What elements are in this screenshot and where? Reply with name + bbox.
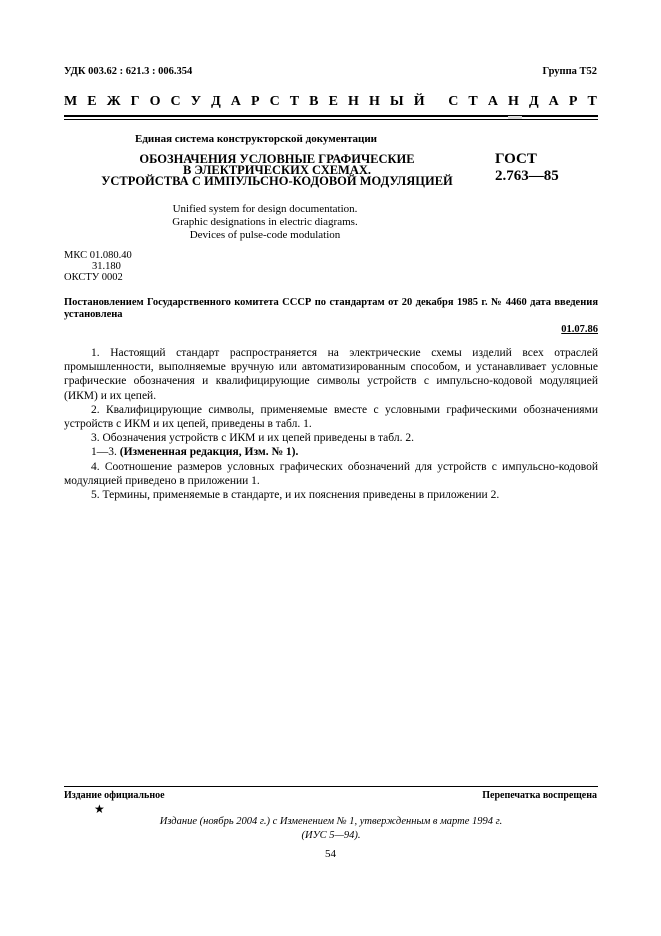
introduction-date: 01.07.86 <box>561 324 598 335</box>
banner-letter: Д <box>211 94 221 109</box>
star-icon: ★ <box>94 802 105 816</box>
edition-line-2: (ИУС 5—94). <box>301 830 361 841</box>
english-title <box>130 203 400 242</box>
gost-number: 2.763—85 <box>495 168 559 184</box>
udk-code: УДК 003.62 : 621.3 : 006.354 <box>64 66 193 77</box>
banner-letter: М <box>64 94 78 109</box>
banner-letter: С <box>269 94 280 109</box>
paragraph-2: 2. Квалифицирующие символы, применяемые вместе с условными графическими обозначениями устройств с ИКМ и их цепей, приведены в табл. 1. <box>64 403 598 431</box>
banner-letter <box>435 94 439 110</box>
footer-rule <box>64 786 598 787</box>
banner-letter: Р <box>568 94 578 109</box>
mks-code-2: 31.180 <box>92 261 121 272</box>
banner-letter: В <box>309 94 319 109</box>
banner-letter: Е <box>328 94 338 109</box>
banner-letter: С <box>448 94 459 109</box>
mks-code-1: МКС 01.080.40 <box>64 250 132 261</box>
paragraph-5: 5. Термины, применяемые в стандарте, и их пояснения приведены в приложении 2. <box>91 489 500 502</box>
english-line-1: Unified system for design documentation. <box>172 203 358 215</box>
official-edition: Издание официальное <box>64 790 165 801</box>
paragraph-3: 3. Обозначения устройств с ИКМ и их цепей приведены в табл. 2. <box>91 432 414 445</box>
english-line-2: Graphic designations in electric diagrams. <box>172 216 358 228</box>
banner-letter: Ж <box>106 94 121 109</box>
standard-title <box>70 154 484 187</box>
okstu-code: ОКСТУ 0002 <box>64 272 123 283</box>
banner-letter: А <box>548 94 559 109</box>
title-line-2: В ЭЛЕКТРИЧЕСКИХ СХЕМАХ. <box>182 163 372 177</box>
reprint-prohibited: Перепечатка воспрещена <box>482 790 597 801</box>
edition-note <box>64 815 598 843</box>
system-name: Единая система конструкторской документации <box>135 133 377 145</box>
amendment-bold: (Измененная редакция, Изм. № 1). <box>119 446 299 459</box>
interstate-standard-banner <box>64 94 597 110</box>
banner-letter: Д <box>528 94 539 109</box>
paragraph-4: 4. Соотношение размеров условных графических обозначений для устройств с импульсно-кодовой модуляцией приведено в приложении 1. <box>64 460 598 487</box>
banner-letter: Н <box>368 94 380 109</box>
banner-letter: Н <box>347 94 359 109</box>
banner-letter: О <box>149 94 161 109</box>
paragraph-1: 1. Настоящий стандарт распространяется на электрические схемы изделий всех отраслей промышленности, выполняемые вручную или автоматизированным способом, и устанавливает условные графические обозначения и квалифицирующие символы устройств с импульсно-кодовой модуляцией (ИКМ) и их цепей. <box>64 347 598 402</box>
group-code: Группа Т52 <box>542 66 597 77</box>
title-line-1: ОБОЗНАЧЕНИЯ УСЛОВНЫЕ ГРАФИЧЕСКИЕ <box>139 152 415 166</box>
gost-designation <box>495 151 559 185</box>
gost-label: ГОСТ <box>495 151 537 167</box>
decree-text: Постановлением Государственного комитета СССР по стандартам от 20 декабря 1985 г. № 4460 дата введения установлена <box>64 297 598 320</box>
banner-letter: Г <box>130 94 140 109</box>
banner-letter: Ы <box>389 94 404 109</box>
banner-letter: Е <box>87 94 97 109</box>
page-number: 54 <box>325 848 336 860</box>
banner-letter: У <box>190 94 201 109</box>
edition-line-1: Издание (ноябрь 2004 г.) с Изменением № 1, утвержденным в марте 1994 г. <box>159 816 503 827</box>
banner-letter: Т <box>468 94 478 109</box>
amendment-prefix: 1—3. <box>91 446 120 459</box>
header-rule-thin <box>64 119 598 120</box>
amendment-note <box>64 445 598 459</box>
banner-letter: Р <box>250 94 260 109</box>
english-line-3: Devices of pulse-code modulation <box>189 229 341 241</box>
classification-codes <box>64 250 132 283</box>
banner-letter: А <box>487 94 498 109</box>
banner-letter: Т <box>587 94 597 109</box>
body-text <box>64 346 598 502</box>
banner-letter: Й <box>413 94 425 109</box>
scan-smudge <box>508 116 522 119</box>
banner-letter: С <box>170 94 181 109</box>
banner-letter: Т <box>289 94 300 109</box>
title-line-3: УСТРОЙСТВА С ИМПУЛЬСНО-КОДОВОЙ МОДУЛЯЦИЕЙ <box>101 174 453 188</box>
banner-letter: Н <box>508 94 519 109</box>
banner-letter: А <box>230 94 241 109</box>
